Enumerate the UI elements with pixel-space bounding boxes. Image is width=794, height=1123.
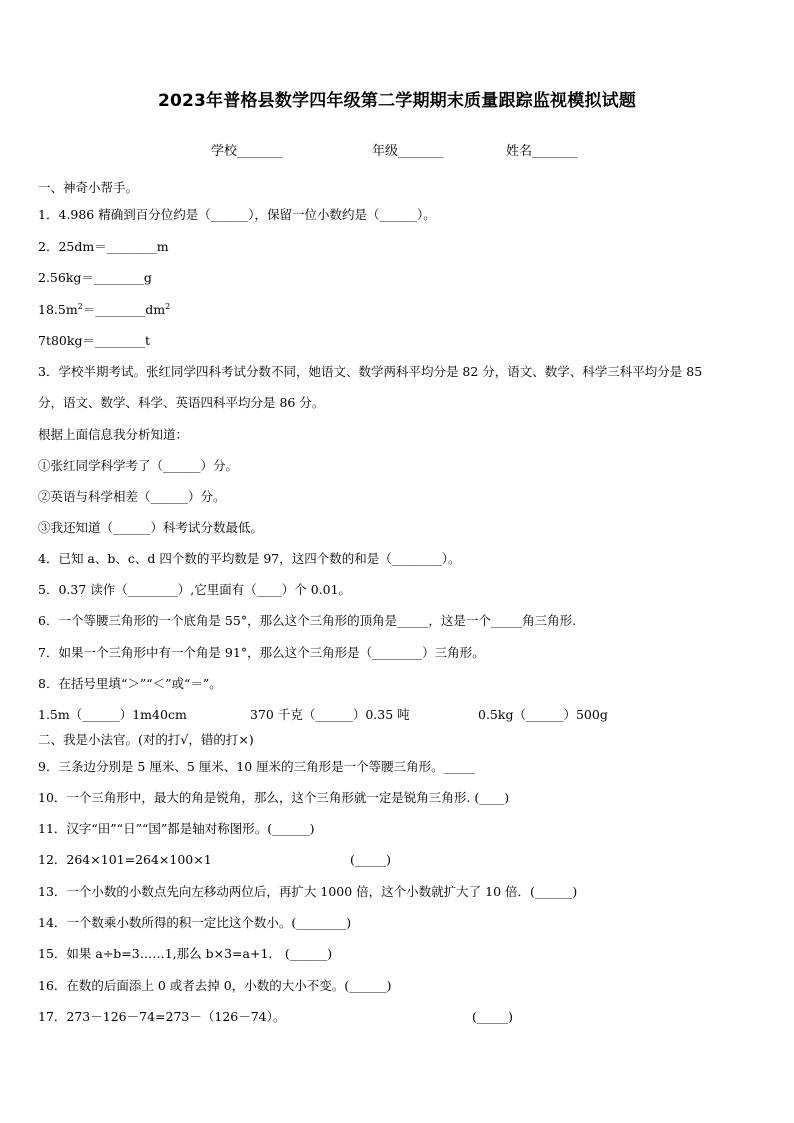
section-2-heading: 二、我是小法官。(对的打√，错的打×) (38, 732, 254, 747)
question-3-part2: ②英语与科学相差（______）分。 (38, 489, 226, 504)
question-8: 8．在括号里填“＞”“＜”或“＝”。 (38, 676, 222, 691)
question-3-line1: 3．学校半期考试。张红同学四科考试分数不同，她语文、数学两科平均分是 82 分，语文、数学、科学三科平均分是 85 (38, 364, 703, 379)
section-1-heading: 一、神奇小帮手。 (38, 180, 139, 195)
q2c-part2: ＝________dm (82, 302, 166, 317)
question-12: 12．264×101=264×100×1 (38, 852, 212, 867)
q2c-part1: 18.5m (38, 302, 78, 317)
question-3-part3: ③我还知道（______）科考试分数最低。 (38, 520, 264, 535)
question-6: 6．一个等腰三角形的一个底角是 55°，那么这个三角形的顶角是_____，这是一个_____角三角形. (38, 613, 577, 628)
question-5: 5．0.37 读作（________）,它里面有（____）个 0.01。 (38, 582, 352, 597)
question-15: 15．如果 a÷b=3……1,那么 b×3=a+1． (______) (38, 946, 333, 961)
question-7: 7．如果一个三角形中有一个角是 91°，那么这个三角形是（________）三角形。 (38, 645, 485, 660)
question-3-part1: ①张红同学科学考了（______）分。 (38, 458, 239, 473)
question-2b: 2.56kg＝________g (38, 270, 152, 285)
grade-field: 年级_______ (372, 144, 444, 159)
question-8c: 0.5kg（______）500g (478, 707, 608, 722)
question-9: 9．三条边分别是 5 厘米、5 厘米、10 厘米的三角形是一个等腰三角形。_____ (38, 759, 475, 774)
question-14: 14．一个数乘小数所得的积一定比这个数小。(________) (38, 915, 352, 930)
question-16: 16．在数的后面添上 0 或者去掉 0，小数的大小不变。(______) (38, 978, 392, 993)
question-17-answer: (_____) (472, 1009, 514, 1024)
question-12-answer: (_____) (350, 852, 392, 867)
question-17: 17．273－126－74=273－（126－74）。 (38, 1009, 286, 1024)
question-2d: 7t80kg＝________t (38, 333, 150, 348)
q2c-sup2: 2 (165, 302, 171, 311)
question-3-line2: 分，语文、数学、科学、英语四科平均分是 86 分。 (38, 395, 325, 410)
question-8a: 1.5m（______）1m40cm (38, 707, 187, 722)
question-13: 13．一个小数的小数点先向左移动两位后，再扩大 1000 倍，这个小数就扩大了 10 倍．(______) (38, 884, 578, 899)
q2c-sup1: 2 (77, 302, 83, 311)
question-1: 1．4.986 精确到百分位约是（______），保留一位小数约是（______）。 (38, 207, 436, 222)
page-title: 2023年普格县数学四年级第二学期期末质量跟踪监视模拟试题 (157, 91, 637, 111)
question-11: 11．汉字“田”“日”“国”都是轴对称图形。(______) (38, 821, 315, 836)
question-2a: 2．25dm＝________m (38, 239, 169, 254)
name-field: 姓名_______ (506, 144, 578, 159)
question-4: 4．已知 a、b、c、d 四个数的平均数是 97，这四个数的和是（________）。 (38, 551, 461, 566)
question-3-prompt: 根据上面信息我分析知道： (38, 427, 189, 442)
question-8b: 370 千克（______）0.35 吨 (250, 707, 410, 722)
school-field: 学校_______ (211, 144, 283, 159)
question-10: 10．一个三角形中，最大的角是锐角，那么，这个三角形就一定是锐角三角形. (____) (38, 790, 510, 805)
question-2c (38, 301, 764, 319)
